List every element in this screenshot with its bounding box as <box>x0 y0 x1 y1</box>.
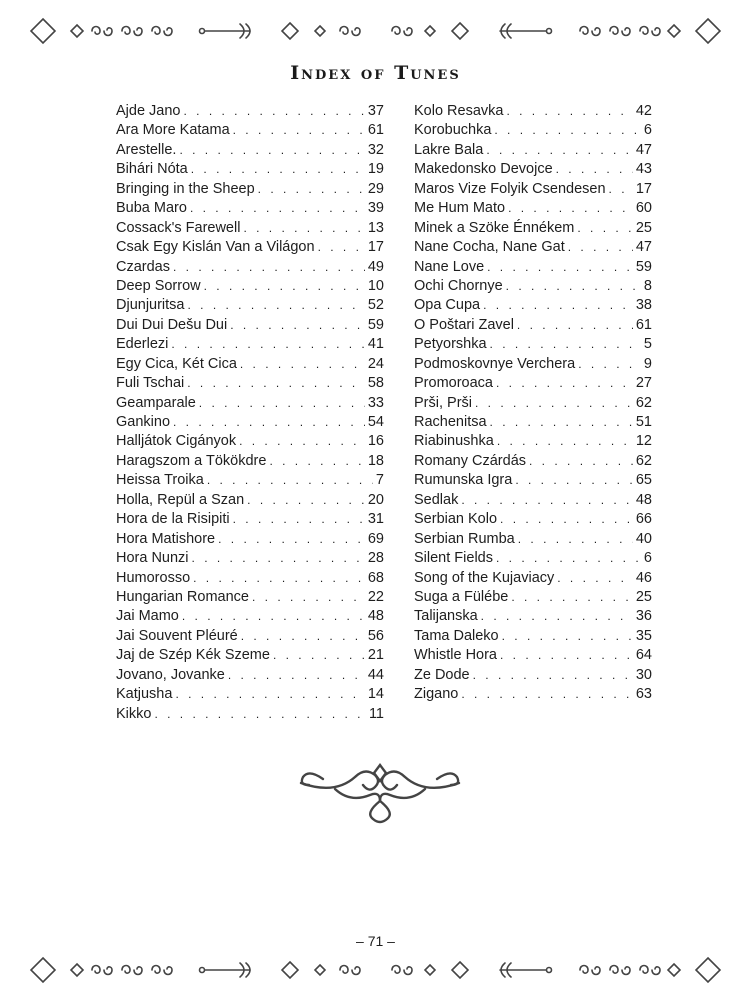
index-entry <box>116 102 384 121</box>
page-ref: 18 <box>367 452 384 469</box>
page-ref: 41 <box>367 336 384 353</box>
page-ref: 48 <box>635 491 652 508</box>
tune-name: Djunjuritsa <box>116 297 185 314</box>
dot-leader <box>173 413 365 432</box>
index-entry <box>414 238 652 257</box>
index-entry <box>116 258 384 277</box>
tune-name: O Poštari Zavel <box>414 316 514 333</box>
page-ref: 36 <box>635 608 652 625</box>
index-entry <box>116 607 384 626</box>
tune-name: Tama Daleko <box>414 627 499 644</box>
page-ref: 54 <box>367 414 384 430</box>
index-entry <box>116 646 384 665</box>
page-ref: 61 <box>635 316 652 333</box>
page-ref: 63 <box>635 686 652 703</box>
dot-leader <box>578 355 641 374</box>
index-entry <box>116 588 384 607</box>
tune-name: Kikko <box>116 705 152 722</box>
dot-leader <box>577 219 632 238</box>
dot-leader <box>494 121 641 140</box>
dot-leader <box>182 607 365 626</box>
tune-name: Halljátok Cigányok <box>116 433 237 450</box>
page-ref: 66 <box>635 511 652 528</box>
dot-leader <box>218 530 365 549</box>
tune-name: Hungarian Romance <box>116 588 249 605</box>
page-ref: 11 <box>368 705 384 722</box>
tune-name: Jai Mamo <box>116 608 179 625</box>
page-ref: 32 <box>367 141 384 158</box>
index-entry <box>116 705 384 724</box>
index-entry <box>116 238 384 257</box>
page-ref: 47 <box>635 141 652 158</box>
page-ref: 21 <box>367 647 384 664</box>
dot-leader <box>204 277 365 296</box>
index-entry <box>414 549 652 568</box>
index-entry <box>116 180 384 199</box>
index-entry <box>414 160 652 179</box>
page-ref: 38 <box>635 297 652 314</box>
index-entry <box>414 510 652 529</box>
tune-name: Ochi Chornye <box>414 277 503 294</box>
dot-leader <box>557 569 633 588</box>
index-entry <box>116 413 384 432</box>
dot-leader <box>473 666 633 685</box>
index-column-right <box>414 102 652 705</box>
tune-name: Gankino <box>116 414 171 430</box>
index-entry <box>116 374 384 393</box>
dot-leader <box>247 491 365 510</box>
tune-name: Riabinushka <box>414 433 494 450</box>
dot-leader <box>252 588 365 607</box>
tune-name: Hora Matishore <box>116 530 216 547</box>
page-ref: 35 <box>635 627 652 644</box>
dot-leader <box>529 452 633 471</box>
page-ref: 59 <box>367 316 384 333</box>
dot-leader <box>175 685 364 704</box>
index-entry <box>116 569 384 588</box>
page-title: Index of Tunes <box>290 62 461 84</box>
page-ref: 56 <box>367 627 384 644</box>
tune-name: Makedonsko Devojce <box>414 161 553 178</box>
page-ref: 5 <box>643 336 652 353</box>
dot-leader <box>184 102 365 121</box>
dot-leader <box>500 646 633 665</box>
index-entry <box>414 277 652 296</box>
index-entry <box>116 530 384 549</box>
dot-leader <box>230 316 365 335</box>
dot-leader <box>318 238 365 257</box>
tune-name: Whistle Hora <box>414 647 497 664</box>
page-ref: 43 <box>635 161 652 178</box>
page-ref: 68 <box>367 569 384 586</box>
index-entry <box>414 335 652 354</box>
index-entry <box>414 141 652 160</box>
index-entry <box>414 607 652 626</box>
dot-leader <box>481 607 633 626</box>
tune-name: Nane Love <box>414 258 485 275</box>
dot-leader <box>258 180 365 199</box>
index-entry <box>116 666 384 685</box>
tune-name: Ze Dode <box>414 666 470 683</box>
index-entry <box>414 296 652 315</box>
dot-leader <box>243 219 364 238</box>
tune-name: Holla, Repül a Szan <box>116 491 245 508</box>
index-entry <box>414 627 652 646</box>
tune-name: Hora de la Risipiti <box>116 511 230 528</box>
dot-leader <box>173 258 365 277</box>
page-ref: 31 <box>367 511 384 528</box>
dot-leader <box>556 160 633 179</box>
index-entry <box>414 102 652 121</box>
page-ref: 6 <box>643 550 652 567</box>
page-ref: 33 <box>367 394 384 411</box>
tune-name: Lakre Bala <box>414 141 484 158</box>
index-entry <box>414 646 652 665</box>
tune-name: Dui Dui Dešu Dui <box>116 316 228 333</box>
tune-name: Deep Sorrow <box>116 277 201 294</box>
page-ref: 61 <box>367 122 384 139</box>
tune-name: Podmoskovnye Verchera <box>414 355 576 372</box>
page-ref: 13 <box>367 219 384 236</box>
tune-name: Haragszom a Tökökdre <box>116 452 267 469</box>
dot-leader <box>490 335 641 354</box>
index-entry <box>116 335 384 354</box>
bottom-border-ornament-icon <box>0 942 751 1002</box>
top-border-ornament-icon <box>0 0 751 60</box>
tune-name: Minek a Szöke Énnékem <box>414 219 575 236</box>
page-ref: 29 <box>367 180 384 197</box>
dot-leader <box>239 432 365 451</box>
index-entry <box>414 471 652 490</box>
tune-name: Geamparale <box>116 394 196 411</box>
dot-leader <box>568 238 633 257</box>
tune-name: Katjusha <box>116 686 173 703</box>
index-entry <box>414 180 652 199</box>
tune-name: Jovano, Jovanke <box>116 666 225 683</box>
dot-leader <box>199 394 365 413</box>
tune-name: Czardas <box>116 258 170 275</box>
index-entry <box>414 316 652 335</box>
dot-leader <box>609 180 633 199</box>
index-column-left <box>116 102 384 724</box>
page-ref: 62 <box>635 394 652 411</box>
tune-name: Ederlezi <box>116 336 169 353</box>
page-ref: 65 <box>635 472 652 489</box>
page-ref: 14 <box>367 686 384 703</box>
dot-leader <box>461 685 633 704</box>
dot-leader <box>187 374 365 393</box>
index-entry <box>414 491 652 510</box>
dot-leader <box>517 316 633 335</box>
tune-name: Petyorshka <box>414 336 487 353</box>
page-number: – 71 – <box>356 933 395 949</box>
dot-leader <box>154 705 365 724</box>
page-ref: 39 <box>367 200 384 217</box>
dot-leader <box>193 569 365 588</box>
dot-leader <box>508 199 633 218</box>
page-ref: 44 <box>367 666 384 683</box>
tune-name: Hora Nunzi <box>116 550 189 567</box>
dot-leader <box>192 549 365 568</box>
dot-leader <box>496 374 633 393</box>
index-entry <box>414 374 652 393</box>
index-entry <box>116 277 384 296</box>
page-ref: 25 <box>635 588 652 605</box>
page-ref: 49 <box>367 258 384 275</box>
page-ref: 59 <box>635 258 652 275</box>
index-entry <box>116 627 384 646</box>
dot-leader <box>518 530 633 549</box>
index-entry <box>116 199 384 218</box>
tune-name: Rachenitsa <box>414 414 487 430</box>
index-entry <box>116 160 384 179</box>
index-entry <box>116 296 384 315</box>
dot-leader <box>228 666 365 685</box>
page-ref: 17 <box>635 180 652 197</box>
index-entry <box>116 471 384 490</box>
dot-leader <box>171 335 364 354</box>
dot-leader <box>490 413 633 432</box>
page-ref: 58 <box>367 375 384 392</box>
index-entry <box>116 432 384 451</box>
tune-name: Zigano <box>414 686 459 703</box>
index-entry <box>414 452 652 471</box>
tune-name: Bringing in the Sheep <box>116 180 255 197</box>
page-ref: 27 <box>635 375 652 392</box>
index-entry <box>116 452 384 471</box>
tune-name: Me Hum Mato <box>414 200 506 217</box>
index-entry <box>414 355 652 374</box>
tune-name: Talijanska <box>414 608 478 625</box>
page-ref: 52 <box>367 297 384 314</box>
page-ref: 16 <box>367 433 384 450</box>
page-ref: 7 <box>375 472 384 489</box>
tune-name: Ara More Katama <box>116 122 230 139</box>
tune-name: Song of the Kujaviacy <box>414 569 555 586</box>
index-entry <box>116 121 384 140</box>
dot-leader <box>506 277 641 296</box>
index-entry <box>116 141 384 160</box>
page-ref: 37 <box>367 103 384 119</box>
page-ref: 8 <box>643 277 652 294</box>
page-ref: 51 <box>635 414 652 430</box>
index-entry <box>414 121 652 140</box>
tune-name: Romany Czárdás <box>414 452 527 469</box>
page-ref: 30 <box>635 666 652 683</box>
page-ref: 25 <box>635 219 652 236</box>
tune-name: Maros Vize Folyik Csendesen <box>414 180 606 197</box>
tune-name: Sedlak <box>414 491 459 508</box>
dot-leader <box>241 627 365 646</box>
index-entry <box>116 394 384 413</box>
tune-name: Opa Cupa <box>414 297 481 314</box>
dot-leader <box>502 627 633 646</box>
page-ref: 46 <box>635 569 652 586</box>
tune-name: Korobuchka <box>414 122 492 139</box>
dot-leader <box>191 160 365 179</box>
index-entry <box>414 432 652 451</box>
tune-name: Suga a Fülébe <box>414 588 509 605</box>
page-ref: 42 <box>635 103 652 119</box>
page-ref: 40 <box>635 530 652 547</box>
tune-name: Jaj de Szép Kék Szeme <box>116 647 270 664</box>
tune-name: Ajde Jano <box>116 103 181 119</box>
page-ref: 62 <box>635 452 652 469</box>
index-entry <box>116 510 384 529</box>
dot-leader <box>233 121 365 140</box>
index-entry <box>414 199 652 218</box>
tune-name: Promoroaca <box>414 375 493 392</box>
dot-leader <box>190 199 365 218</box>
dot-leader <box>506 102 632 121</box>
page-ref: 60 <box>635 200 652 217</box>
tune-name: Prši, Prši <box>414 394 472 411</box>
index-entry <box>414 685 652 704</box>
index-entry <box>414 394 652 413</box>
index-entry <box>414 413 652 432</box>
page-ref: 24 <box>367 355 384 372</box>
dot-leader <box>461 491 633 510</box>
tune-name: Arestelle. <box>116 141 177 158</box>
index-entry <box>116 549 384 568</box>
dot-leader <box>240 355 365 374</box>
tune-name: Rumunska Igra <box>414 472 513 489</box>
dot-leader <box>207 471 373 490</box>
page-ref: 20 <box>367 491 384 508</box>
dot-leader <box>233 510 365 529</box>
tune-name: Csak Egy Kislán Van a Világon <box>116 239 315 256</box>
page-ref: 12 <box>635 433 652 450</box>
page-ref: 64 <box>635 647 652 664</box>
index-entry <box>116 219 384 238</box>
tune-name: Nane Cocha, Nane Gat <box>414 239 565 256</box>
tune-name: Serbian Rumba <box>414 530 515 547</box>
index-entry <box>414 666 652 685</box>
index-entry <box>116 316 384 335</box>
page-ref: 48 <box>367 608 384 625</box>
page-ref: 22 <box>367 588 384 605</box>
flourish-ornament-icon <box>295 755 465 827</box>
tune-name: Fuli Tschai <box>116 375 185 392</box>
tune-name: Bihári Nóta <box>116 161 188 178</box>
dot-leader <box>500 510 633 529</box>
index-entry <box>414 569 652 588</box>
page-ref: 17 <box>367 239 384 256</box>
page-ref: 69 <box>367 530 384 547</box>
dot-leader <box>475 394 633 413</box>
dot-leader <box>511 588 633 607</box>
tune-name: Egy Cica, Két Cica <box>116 355 237 372</box>
dot-leader <box>497 432 633 451</box>
page-ref: 47 <box>635 239 652 256</box>
dot-leader <box>269 452 364 471</box>
index-entry <box>414 219 652 238</box>
index-entry <box>414 258 652 277</box>
dot-leader <box>515 471 633 490</box>
tune-name: Serbian Kolo <box>414 511 498 528</box>
dot-leader <box>496 549 641 568</box>
tune-name: Kolo Resavka <box>414 103 504 119</box>
dot-leader <box>483 296 633 315</box>
tune-name: Heissa Troika <box>116 472 204 489</box>
dot-leader <box>188 296 365 315</box>
tune-name: Silent Fields <box>414 550 493 567</box>
tune-name: Cossack's Farewell <box>116 219 241 236</box>
page-ref: 9 <box>643 355 652 372</box>
page-ref: 6 <box>643 122 652 139</box>
dot-leader <box>273 646 365 665</box>
index-entry <box>414 588 652 607</box>
index-entry <box>116 491 384 510</box>
tune-name: Buba Maro <box>116 200 187 217</box>
tune-name: Jai Souvent Pléuré <box>116 627 238 644</box>
dot-leader <box>487 258 633 277</box>
index-entry <box>116 685 384 704</box>
index-entry <box>414 530 652 549</box>
dot-leader <box>179 141 364 160</box>
page-ref: 10 <box>367 277 384 294</box>
dot-leader <box>486 141 633 160</box>
page-ref: 19 <box>367 161 384 178</box>
page-ref: 28 <box>367 550 384 567</box>
index-entry <box>116 355 384 374</box>
tune-name: Humorosso <box>116 569 191 586</box>
